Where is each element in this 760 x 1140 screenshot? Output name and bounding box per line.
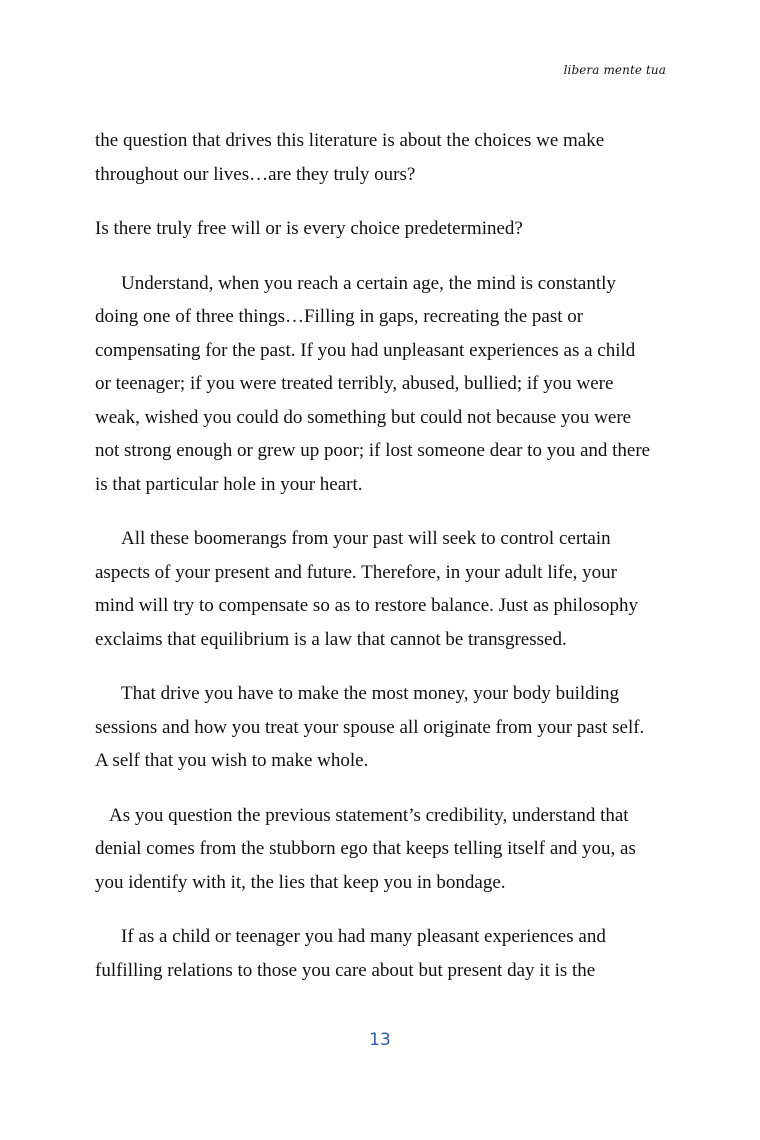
paragraph (95, 212, 675, 246)
text-line: throughout our lives…are they truly ours? (95, 163, 416, 185)
paragraph (95, 677, 675, 778)
running-head-title: libera mente tua (563, 63, 666, 77)
text-line: If as a child or teenager you had many pleasant experiences and (121, 926, 606, 947)
text-line: you identify with it, the lies that keep you in bondage. (95, 871, 506, 893)
paragraph (95, 920, 675, 987)
text-line: sessions and how you treat your spouse all originate from your past self. (95, 716, 645, 738)
text-line: or teenager; if you were treated terribly, abused, bullied; if you were (95, 373, 614, 394)
text-line: doing one of three things…Filling in gaps, recreating the past or (95, 306, 584, 327)
text-line: exclaims that equilibrium is a law that cannot be transgressed. (95, 628, 567, 650)
page-number: 13 (369, 1030, 391, 1050)
paragraph (95, 799, 675, 900)
text-line: is that particular hole in your heart. (95, 473, 363, 495)
text-line: A self that you wish to make whole. (95, 750, 369, 771)
body-text (95, 124, 675, 1008)
paragraph (95, 124, 675, 191)
paragraph (95, 267, 675, 502)
text-line: fulfilling relations to those you care about but present day it is the (95, 959, 596, 981)
text-line: As you question the previous statement’s credibility, understand that (109, 804, 629, 826)
text-line: not strong enough or grew up poor; if lost someone dear to you and there (95, 440, 651, 461)
text-line: mind will try to compensate so as to restore balance. Just as philosophy (95, 595, 638, 616)
text-line: weak, wished you could do something but could not because you were (95, 406, 632, 428)
text-line: All these boomerangs from your past will seek to control certain (121, 528, 611, 549)
text-line: Understand, when you reach a certain age, the mind is constantly (121, 272, 616, 294)
text-line: That drive you have to make the most money, your body building (121, 683, 619, 704)
text-line: Is there truly free will or is every choice predetermined? (95, 218, 523, 239)
text-line: the question that drives this literature is about the choices we make (95, 130, 605, 151)
text-line: compensating for the past. If you had unpleasant experiences as a child (95, 339, 636, 361)
paragraph (95, 522, 675, 656)
text-line: aspects of your present and future. Therefore, in your adult life, your (95, 561, 617, 583)
text-line: denial comes from the stubborn ego that keeps telling itself and you, as (95, 838, 636, 859)
